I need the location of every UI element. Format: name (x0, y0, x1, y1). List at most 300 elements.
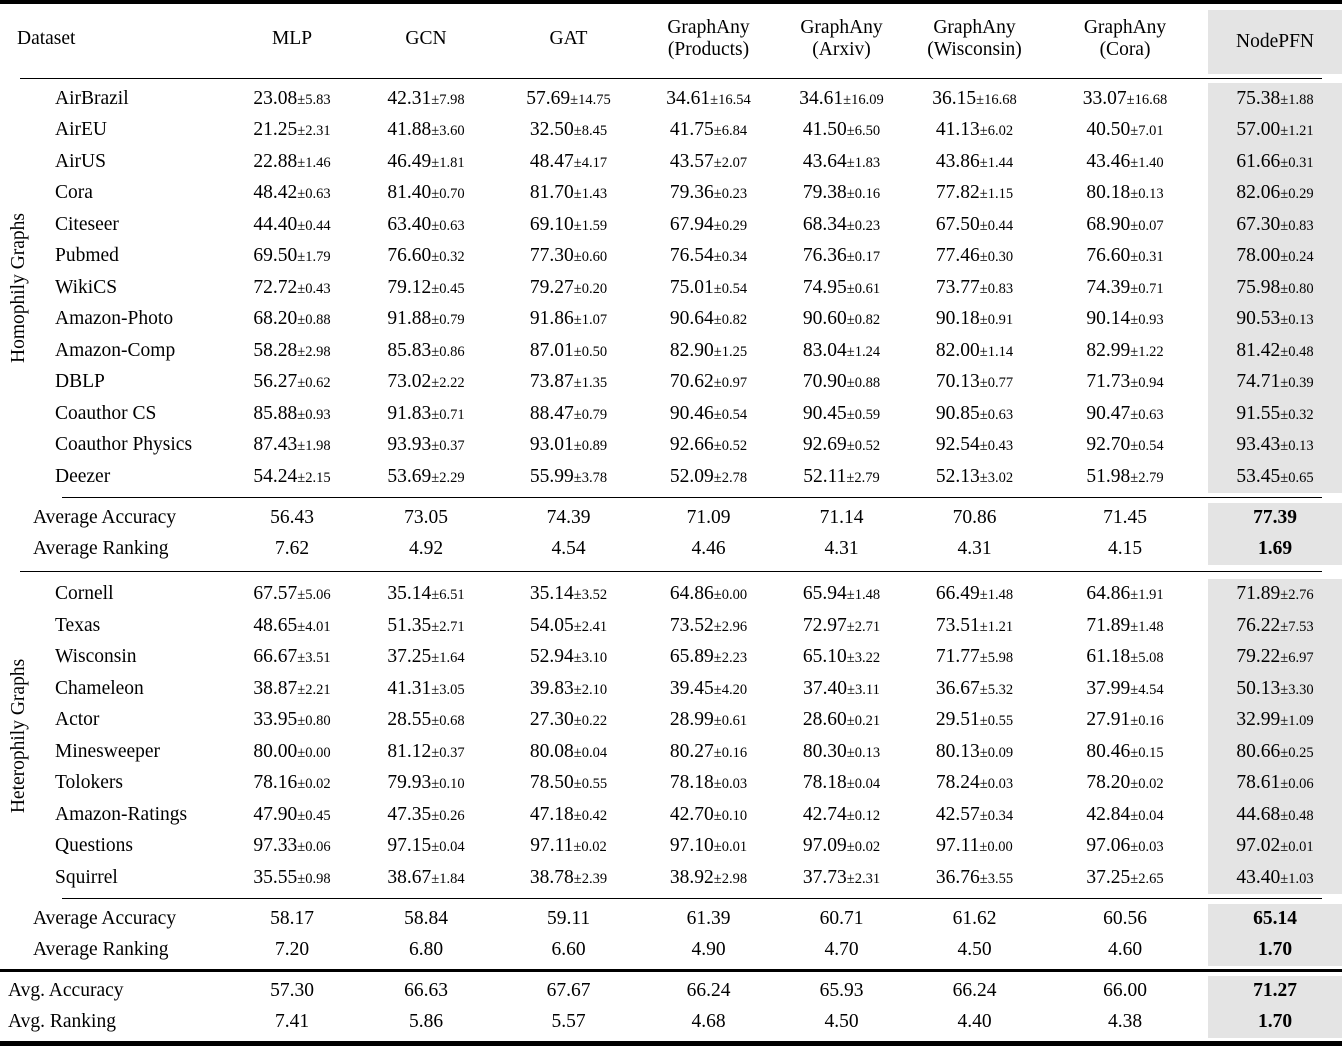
value-cell (1042, 673, 1208, 705)
value-cell (1042, 1007, 1208, 1038)
section-rule-cell (0, 894, 1342, 904)
value-mean: 78.24 (935, 772, 980, 794)
value-std: ±0.29 (1280, 186, 1314, 203)
value-cell (1042, 461, 1208, 493)
group-label: Heterophily Graphs (8, 658, 29, 814)
value-mean: 71.77 (935, 646, 980, 668)
value-cell (1208, 503, 1342, 534)
value-mean: 36.15 (932, 87, 977, 109)
value-mean: 28.99 (669, 709, 714, 731)
group-label-cell (0, 579, 38, 894)
dataset-name-cell: Coauthor Physics (55, 434, 193, 456)
value-cell (641, 304, 776, 336)
value-cell (356, 976, 496, 1007)
value-cell (228, 831, 356, 863)
value-cell (496, 115, 641, 147)
value-mean: 51.35 (387, 614, 432, 636)
value-cell (641, 935, 776, 966)
value-mean: 27.91 (1086, 709, 1131, 731)
value-cell (1042, 272, 1208, 304)
dataset-name-cell: AirUS (55, 150, 106, 172)
value-cell (496, 534, 641, 565)
value-std: ±0.10 (713, 807, 748, 824)
value-cell (228, 367, 356, 399)
value-mean: 38.78 (529, 866, 574, 888)
value-mean: 4.15 (1107, 538, 1143, 559)
value-std: ±0.34 (979, 807, 1014, 824)
value-std: ±0.21 (846, 713, 881, 730)
value-std: ±0.01 (1280, 839, 1314, 856)
value-cell (356, 673, 496, 705)
value-std: ±16.68 (1126, 91, 1168, 108)
section-rule-row (0, 966, 1342, 976)
value-std: ±1.40 (1130, 154, 1164, 171)
value-cell (228, 799, 356, 831)
value-mean: 37.73 (802, 866, 847, 888)
value-mean: 29.51 (935, 709, 980, 731)
dataset-name-cell: AirEU (55, 119, 107, 141)
value-cell (907, 1007, 1042, 1038)
value-std: ±7.01 (1130, 123, 1164, 140)
value-cell (641, 367, 776, 399)
value-std: ±0.82 (713, 312, 748, 329)
value-cell (1042, 736, 1208, 768)
value-mean: 36.76 (935, 866, 980, 888)
header-line: GraphAny (933, 17, 1016, 39)
value-cell (776, 904, 907, 935)
value-cell (1042, 430, 1208, 462)
value-cell (356, 705, 496, 737)
value-mean: 71.45 (1103, 507, 1147, 528)
table-row (0, 976, 1342, 1007)
value-mean: 65.94 (802, 583, 847, 605)
value-cell (907, 534, 1042, 565)
value-mean: 32.50 (529, 119, 574, 141)
value-mean: 78.16 (253, 772, 298, 794)
value-std: ±0.16 (1130, 713, 1164, 730)
value-mean: 65.93 (819, 980, 864, 1001)
column-header-dataset: Dataset (17, 28, 76, 50)
value-std: ±1.48 (846, 587, 881, 604)
value-std: ±0.61 (713, 713, 748, 730)
value-std: ±1.91 (1130, 587, 1164, 604)
value-cell (641, 178, 776, 210)
value-mean: 85.88 (253, 402, 298, 424)
value-std: ±0.42 (573, 807, 608, 824)
value-std: ±3.78 (573, 469, 608, 486)
value-cell (1208, 768, 1342, 800)
value-cell (776, 430, 907, 462)
value-std: ±5.06 (297, 587, 331, 604)
value-std: ±2.10 (573, 681, 608, 698)
value-mean: 41.31 (387, 677, 432, 699)
value-mean: 1.70 (1257, 939, 1293, 960)
value-cell (776, 115, 907, 147)
value-mean: 4.70 (824, 939, 859, 960)
value-cell (356, 430, 496, 462)
value-cell (496, 610, 641, 642)
value-cell (641, 146, 776, 178)
value-mean: 68.90 (1086, 213, 1131, 235)
value-cell (907, 904, 1042, 935)
value-std: ±3.02 (979, 469, 1014, 486)
value-mean: 61.66 (1236, 150, 1281, 172)
value-mean: 7.20 (274, 939, 310, 960)
value-mean: 23.08 (253, 87, 298, 109)
value-std: ±0.62 (297, 375, 331, 392)
value-std: ±0.17 (846, 249, 881, 266)
value-cell (356, 610, 496, 642)
value-cell (1042, 304, 1208, 336)
summary-label-cell: Average Accuracy (33, 507, 177, 528)
overall-label-cell: Avg. Ranking (8, 1011, 116, 1032)
value-cell (1208, 705, 1342, 737)
value-std: ±0.00 (297, 744, 331, 761)
value-std: ±0.91 (979, 312, 1014, 329)
value-std: ±0.59 (846, 406, 881, 423)
column-header-graphany-products (641, 4, 776, 74)
value-cell (641, 736, 776, 768)
value-mean: 32.99 (1236, 709, 1281, 731)
dataset-name-cell: Cornell (55, 583, 114, 605)
value-cell (776, 209, 907, 241)
value-std: ±1.25 (713, 343, 748, 360)
value-std: ±3.51 (297, 650, 331, 667)
value-std: ±0.24 (1280, 249, 1314, 266)
value-std: ±0.97 (713, 375, 748, 392)
table-row (0, 461, 1342, 493)
value-std: ±0.09 (979, 744, 1014, 761)
value-mean: 44.40 (253, 213, 298, 235)
value-std: ±3.30 (1280, 681, 1314, 698)
value-std: ±2.76 (1280, 587, 1314, 604)
table-row (0, 768, 1342, 800)
value-std: ±0.16 (846, 186, 881, 203)
value-mean: 34.61 (799, 87, 844, 109)
value-cell (776, 272, 907, 304)
value-mean: 42.84 (1086, 803, 1131, 825)
value-cell (496, 241, 641, 273)
value-std: ±0.65 (1280, 469, 1314, 486)
value-std: ±16.54 (710, 91, 751, 108)
dataset-name-cell: Questions (55, 835, 133, 857)
dataset-name-cell: Amazon-Ratings (55, 803, 188, 825)
value-cell (228, 904, 356, 935)
value-std: ±3.52 (573, 587, 608, 604)
value-std: ±6.97 (1280, 650, 1314, 667)
dataset-name-cell: Pubmed (55, 245, 119, 267)
value-mean: 48.47 (529, 150, 574, 172)
value-std: ±0.71 (1130, 280, 1164, 297)
value-cell (907, 935, 1042, 966)
value-std: ±0.98 (297, 870, 331, 887)
value-cell (356, 768, 496, 800)
value-mean: 67.50 (935, 213, 980, 235)
header-line: (Wisconsin) (927, 39, 1022, 60)
value-mean: 1.70 (1257, 1011, 1293, 1032)
value-cell (1042, 831, 1208, 863)
value-mean: 82.06 (1236, 182, 1281, 204)
value-cell (228, 83, 356, 115)
value-cell (1208, 799, 1342, 831)
value-mean: 77.46 (935, 245, 980, 267)
value-cell (356, 241, 496, 273)
value-std: ±0.77 (979, 375, 1014, 392)
value-cell (907, 673, 1042, 705)
value-cell (1042, 503, 1208, 534)
value-mean: 76.54 (669, 245, 714, 267)
value-mean: 41.50 (802, 119, 847, 141)
table-row (0, 146, 1342, 178)
value-cell (1042, 115, 1208, 147)
value-cell (228, 1007, 356, 1038)
value-mean: 91.86 (529, 308, 574, 330)
value-mean: 66.00 (1103, 980, 1147, 1001)
value-std: ±0.83 (979, 280, 1014, 297)
value-mean: 97.09 (802, 835, 847, 857)
value-cell (776, 304, 907, 336)
table-row (0, 398, 1342, 430)
value-mean: 92.70 (1086, 434, 1131, 456)
value-mean: 81.12 (387, 740, 432, 762)
section-rule-cell (0, 74, 1342, 83)
value-cell (776, 736, 907, 768)
value-cell (228, 304, 356, 336)
value-std: ±0.71 (431, 406, 465, 423)
value-cell (641, 335, 776, 367)
table-row (0, 503, 1342, 534)
dataset-name-cell: Amazon-Photo (55, 308, 174, 330)
column-header-graphany-arxiv (776, 4, 907, 74)
value-std: ±1.46 (297, 154, 331, 171)
value-mean: 46.49 (387, 150, 432, 172)
value-mean: 92.66 (669, 434, 714, 456)
value-cell (496, 768, 641, 800)
value-cell (496, 673, 641, 705)
value-cell (1042, 209, 1208, 241)
value-mean: 79.22 (1236, 646, 1281, 668)
value-cell (356, 799, 496, 831)
value-std: ±0.03 (979, 776, 1014, 793)
value-cell (496, 304, 641, 336)
value-mean: 56.27 (253, 371, 298, 393)
value-std: ±0.37 (431, 744, 465, 761)
value-cell (1208, 935, 1342, 966)
value-cell (228, 178, 356, 210)
value-cell (641, 83, 776, 115)
value-mean: 61.18 (1086, 646, 1131, 668)
value-mean: 97.06 (1086, 835, 1131, 857)
value-mean: 35.14 (529, 583, 574, 605)
value-cell (356, 534, 496, 565)
value-std: ±0.79 (573, 406, 608, 423)
value-mean: 22.88 (253, 150, 298, 172)
value-std: ±0.16 (713, 744, 748, 761)
value-mean: 66.67 (253, 646, 298, 668)
value-mean: 70.86 (952, 507, 997, 528)
value-cell (641, 534, 776, 565)
value-mean: 42.31 (387, 87, 432, 109)
value-cell (1208, 534, 1342, 565)
table-row (0, 610, 1342, 642)
value-std: ±0.44 (979, 217, 1014, 234)
value-cell (496, 335, 641, 367)
table-row (0, 241, 1342, 273)
value-mean: 42.57 (935, 803, 980, 825)
value-mean: 71.09 (686, 507, 731, 528)
value-mean: 92.54 (935, 434, 980, 456)
value-mean: 28.55 (387, 709, 432, 731)
value-mean: 71.73 (1086, 371, 1131, 393)
value-cell (228, 115, 356, 147)
value-std: ±2.31 (846, 870, 881, 887)
value-mean: 69.50 (253, 245, 298, 267)
value-mean: 80.00 (253, 740, 298, 762)
value-std: ±1.44 (979, 154, 1014, 171)
value-mean: 74.95 (802, 276, 847, 298)
column-header-nodepfn: NodePFN (1208, 4, 1342, 74)
value-mean: 52.94 (529, 646, 574, 668)
value-mean: 44.68 (1236, 803, 1281, 825)
value-mean: 92.69 (802, 434, 847, 456)
value-cell (496, 831, 641, 863)
value-cell (907, 272, 1042, 304)
value-std: ±2.22 (431, 375, 465, 392)
value-mean: 5.57 (551, 1011, 586, 1032)
value-mean: 54.05 (529, 614, 574, 636)
value-mean: 38.67 (387, 866, 432, 888)
value-std: ±2.71 (846, 618, 881, 635)
value-mean: 90.14 (1086, 308, 1131, 330)
section-rule-cell (0, 565, 1342, 579)
value-cell (228, 241, 356, 273)
value-mean: 40.50 (1086, 119, 1131, 141)
value-cell (356, 272, 496, 304)
value-std: ±2.39 (573, 870, 608, 887)
value-cell (907, 241, 1042, 273)
value-mean: 73.51 (935, 614, 980, 636)
value-std: ±1.81 (431, 154, 465, 171)
value-std: ±2.98 (713, 870, 748, 887)
value-std: ±0.13 (1280, 312, 1314, 329)
value-std: ±0.54 (1130, 438, 1164, 455)
value-cell (1042, 610, 1208, 642)
value-mean: 28.60 (802, 709, 847, 731)
value-cell (1208, 862, 1342, 894)
value-mean: 93.93 (387, 434, 432, 456)
results-table (0, 4, 1342, 1038)
value-cell (228, 335, 356, 367)
value-cell (1042, 178, 1208, 210)
value-cell (907, 705, 1042, 737)
value-cell (496, 367, 641, 399)
value-cell (907, 976, 1042, 1007)
value-mean: 80.13 (935, 740, 980, 762)
value-cell (1208, 83, 1342, 115)
value-cell (1208, 272, 1342, 304)
value-std: ±0.23 (713, 186, 748, 203)
value-cell (228, 976, 356, 1007)
value-cell (1208, 304, 1342, 336)
value-cell (776, 367, 907, 399)
value-cell (356, 335, 496, 367)
value-cell (776, 642, 907, 674)
value-mean: 54.24 (253, 465, 298, 487)
value-cell (228, 642, 356, 674)
section-rule-cell (0, 493, 1342, 503)
value-cell (228, 146, 356, 178)
value-std: ±0.93 (297, 406, 331, 423)
value-std: ±0.32 (1280, 406, 1314, 423)
value-std: ±0.45 (297, 807, 331, 824)
value-mean: 60.56 (1103, 908, 1147, 929)
rule-line (20, 78, 1322, 80)
value-std: ±3.60 (431, 123, 465, 140)
value-mean: 70.90 (802, 371, 847, 393)
value-std: ±2.07 (713, 154, 748, 171)
value-cell (641, 976, 776, 1007)
value-std: ±0.02 (573, 839, 607, 856)
value-mean: 27.30 (529, 709, 574, 731)
value-cell (641, 831, 776, 863)
value-std: ±0.55 (573, 776, 608, 793)
value-cell (356, 83, 496, 115)
value-cell (228, 398, 356, 430)
value-cell (496, 642, 641, 674)
value-mean: 67.67 (546, 980, 591, 1001)
value-std: ±1.14 (979, 343, 1014, 360)
value-mean: 79.38 (802, 182, 847, 204)
value-cell (641, 642, 776, 674)
value-std: ±0.80 (297, 713, 331, 730)
value-mean: 97.11 (936, 835, 980, 857)
value-cell (907, 862, 1042, 894)
value-cell (1042, 768, 1208, 800)
value-mean: 52.13 (935, 465, 980, 487)
value-cell (228, 768, 356, 800)
value-cell (356, 178, 496, 210)
value-mean: 68.34 (802, 213, 847, 235)
value-mean: 4.60 (1107, 939, 1143, 960)
section-rule-row (0, 493, 1342, 503)
value-std: ±0.52 (713, 438, 748, 455)
value-mean: 85.83 (387, 339, 432, 361)
value-cell (1208, 367, 1342, 399)
header-line: (Products) (667, 39, 750, 60)
value-cell (228, 534, 356, 565)
value-cell (776, 610, 907, 642)
dataset-name-cell: Cora (55, 182, 93, 204)
value-mean: 67.30 (1236, 213, 1281, 235)
value-mean: 90.46 (669, 402, 714, 424)
value-cell (1042, 862, 1208, 894)
value-std: ±0.29 (713, 217, 748, 234)
value-mean: 90.18 (935, 308, 980, 330)
value-mean: 61.39 (686, 908, 731, 929)
value-mean: 75.38 (1236, 87, 1281, 109)
value-mean: 35.14 (387, 583, 432, 605)
value-std: ±3.22 (846, 650, 881, 667)
table-row (0, 579, 1342, 611)
value-std: ±6.51 (431, 587, 465, 604)
value-cell (907, 579, 1042, 611)
value-std: ±0.25 (1280, 744, 1314, 761)
value-mean: 90.60 (802, 308, 847, 330)
value-std: ±0.86 (431, 343, 465, 360)
table-row (0, 178, 1342, 210)
value-mean: 52.09 (669, 465, 714, 487)
value-std: ±0.06 (1280, 776, 1314, 793)
